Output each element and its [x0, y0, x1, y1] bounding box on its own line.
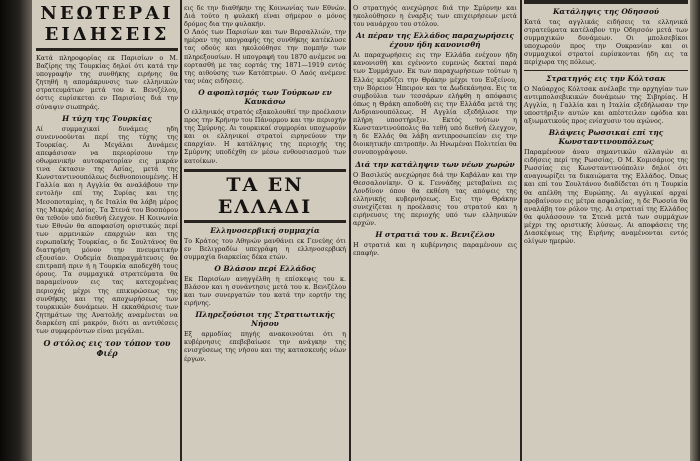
heading-vlason: Ο Βλάσον περί Ελλάδος — [214, 263, 316, 273]
heading-turkey: Η τύχη της Τουρκίας — [62, 113, 152, 123]
section-rule-bottom — [184, 220, 346, 223]
alliance-paragraph: Το Κράτος του Αθηνών μανθάνει εκ Γενεύης ότι εν Βελιγραδίω υπεγράφη η ελληνοσερβική συμμαχία διαρκείας δέκα ετών. — [184, 236, 346, 261]
concessions-paragraph: Αι παραχωρήσεις εις την Ελλάδα ενέχουν ήδη κανονισθή και εγένοντο ευμενώς δεκταί παρά των Συμμάχων. Εκ των παραχωρήσεων τούτων η Ελλάς κερδίζει την Θράκην μέχρι του Ευξείνου, την Βόρειον Ήπειρον και τα Δωδεκάνησα. Εις τα συμβούλια των τεσσάρων ελήφθη η απόφασις όπως η Θράκη αποδοθή εις την Ελλάδα μετά της Ανδριανουπόλεως. Η Αγγλία εξεδήλωσε την πλήρη υποστήριξιν. Εκτός τούτων η Κωνσταντινούπολις θα τεθή υπό διεθνή έλεγχον, η δε Ελλάς θα λάβη αντιπροσωπείαν εις την διοικητικήν επιτροπήν. Αι Ηνωμέναι Πολιτείαι θα συνυπογράψουν. — [353, 51, 517, 157]
disarmament-paragraph: Ο ελληνικός στρατός εξακολουθεί την προέλασιν προς την Κρήνην του Πάνορμου και την περιοχήν της Σμύρνης. Αι τουρκικαί συμμορίαι υποχωρούν και οι ελληνικοί στρατοί ειρηνεύουν την επαρχίαν. Η κατάληψις της περιοχής της Σμύρνης υποδέχθη εν μέσω ενθουσιασμού των κατοίκων. — [184, 107, 346, 165]
column-2 — [184, 0, 346, 461]
scan-shadow-right — [690, 0, 700, 461]
col4-top-rule — [524, 0, 688, 4]
section-rule-top — [184, 169, 346, 172]
vlason-paragraph: Εκ Παρισίων ανηγγέλθη η επίσκεψις του κ. Βλάσον και η συνάντησις μετά του κ. Βενιζέλου και των συνεργατών του κατά την εορτήν της ειρήνης. — [184, 274, 346, 308]
heading-russia: Βλάψεις Ρωσσικαί επί της Κωνσταντινουπόλεως — [548, 128, 664, 147]
heading-army: Η στρατιά του κ. Βενιζέλου — [375, 230, 495, 240]
column-3 — [353, 0, 517, 461]
col3-top-paragraph: Ο στρατηγός ανεχώρησε διά την Σμύρνην και ηκολούθησεν η έναρξις των επιχειρήσεων μετά του ναυάρχου του στόλου. — [353, 4, 517, 29]
column-4 — [524, 0, 688, 461]
heading-kolchak: Στρατηγός εις την Κόλτσακ — [546, 73, 666, 83]
heading-concessions: Αι πέραν της Ελλάδος παραχωρήσεις έχουν ήδη κανονισθή — [355, 31, 515, 50]
heading-odessa: Κατάληψις της Οδησσού — [552, 7, 660, 16]
scan-shadow-left — [0, 0, 32, 461]
army-paragraph: Η στρατιά και η κυβέρνησις παραμένουν εις επαφήν. — [353, 241, 517, 258]
intro-paragraph: Κατά πληροφορίας εκ Παρισίων ο Μ. Βαζίρης της Τουρκίας δηλοί ότι κατά την υπογραφήν της συνθήκης ειρήνης θα ζητηθή η απομάκρυνσις των ελληνικών στρατευμάτων μετά του κ. Βενιζέλου, όστις ευρίσκεται εν Παρισίοις διά την σύναψιν σιωπηράς. — [36, 54, 178, 111]
turkey-paragraph: Αί συμμαχικαί δυνάμεις ηδη συνεννοούνται περί της τύχης της Τουρκίας. Αι Μεγάλαι Δυνάμεις απεφάσισαν να περιορίσουν την οθωμανικήν αυτοκρατορίαν εις μικράν τινα έκτασιν της Ασίας, μετά της Κωνσταντινουπόλεως διεθνοποιουμένης. Η Γαλλία και η Αγγλία θα αναλάβουν την εντολήν επί της Συρίας και της Μεσοποταμίας, η δε Ιταλία θα λάβη μέρος της Μικράς Ασίας. Τα Στενά του Βοσπόρου θα τεθούν υπό διεθνή έλεγχον. Η Κοινωνία των Εθνών θα αποφασίση οριστικώς περί των αρμενικών επαρχιών και της ευρωπαϊκής Τουρκίας, ο δε Σουλτάνος θα διατηρήση μόνον την πνευματικήν εξουσίαν. Ουδεμία διαπραγμάτευσις θα επιτραπή πριν ή η Τουρκία αποδεχθή τους όρους. Τα συμμαχικά στρατεύματα θα παραμείνουν εις τας κατεχομένας περιοχάς μέχρι της επικυρώσεως της συνθήκης και της αποχωρήσεως των τουρκικών δυνάμεων. Η εκκαθάρισις των ζητημάτων της Ανατολής αναμένεται να διαρκέση επί μακρόν, διότι αι αντιθέσεις των συμφερόντων είναι μεγάλαι. — [36, 124, 178, 335]
heading-fleet: Ο στόλος εις τον τόπον του Φιέρ — [43, 338, 171, 359]
section-heading-greece: ΤΑ ΕΝ ΕΛΛΑΔΙ — [217, 173, 313, 218]
odessa-paragraph: Κατά τας αγγλικάς ειδήσεις τα ελληνικά στρατεύματα κατέλαβον την Οδησσόν μετά των συμμαχικών δυνάμεων. Οι μπολσεβίκοι υποχωρούν προς την Ουκρανίαν και οι συμμαχικοί στρατοί ευρίσκονται ήδη εις τα περίχωρα της πόλεως. — [524, 18, 688, 67]
heading-disarmament: Ο αφοπλισμός των Τούρκων εν Καυκάσω — [198, 87, 332, 106]
plenipotentiaries-paragraph: Εξ αρμοδίας πηγής ανακοινούται ότι η κυβέρνησις επεβεβαίωσε την ανάγκην της ενισχύσεως της νήσου και της κατασκευής νέων έργων. — [184, 330, 346, 363]
col2-lead-text: εις δε την διαθήκην της Κοινωνίας των Εθνών. Διά τούτο η φυλακή είναι σήμερον ο μόνος δρόμος δια την φυλακήν. — [184, 4, 346, 29]
kolchak-paragraph: Ο Ναύαρχος Κόλτσακ ανέλαβε την αρχηγίαν των αντιμπολσεβικικών δυνάμεων της Σιβηρίας. Η Αγγλία, η Γαλλία και η Ιταλία εξεδήλωσαν την υποστήριξιν αυτών και απέστειλαν εφόδια και αξιωματικούς προς ενίσχυσιν του αγώνος. — [524, 84, 688, 125]
column-rule — [520, 0, 522, 461]
heading-alliance: Ελληνοσερβική συμμαχία — [210, 225, 320, 235]
column-1 — [36, 0, 178, 461]
russia-paragraph: Παραμένουν άναυ σημαντικών αλλαγών αι ειδήσεις περί της Ρωσσίας. Ο Μ. Κομισάριος της Ρωσσίας εις Κωνσταντινούπολιν δηλοί ότι αναγνωρίζει τα δικαιώματα της Ελλάδος. Όπως και επί του Σουλτάνου διαδίδεται ότι η Τουρκία θα απέλθη της Ευρώπης. Αι αγγλικαί αρχαί προβαίνουν εις μέτρα ασφαλείας, η δε Ρωσσία θα αναλάβη τον ρόλον της. Αι στρατιαί της Ελλάδος θα φυλάσσουν τα Στενά μετά των συμμάχων μέχρι της οριστικής λύσεως. Αι αποφάσεις της Διασκέψεως της Ειρήνης αναμένονται εντός ολίγων ημερών. — [524, 148, 688, 246]
heading-occupation: Διά την κατάληψιν των νέων χωρών — [355, 159, 515, 169]
column-rule — [349, 0, 351, 461]
masthead-heading: ΝΕΩΤΕΡΑΙ ΕΙΔΗΣΕΙΣ — [40, 3, 174, 45]
masthead-rule — [36, 48, 178, 51]
col2-top-paragraph: Ο Λαός των Παρισίων και των Βερσαλλιών, την ημέραν της υπογραφής της συνθήκης κατέκλυσε τας οδούς και ηκολούθησε την πομπήν των πληρεξουσίων. Η υπογραφή του 1870 ανέμενε να εορτασθή με τας εορτάς της 1871—1919 εντός της αιθούσης των Κατόπτρων. Ο Λαός ανέμενε τας νέας ειδήσεις. — [184, 28, 346, 85]
col4-rule — [524, 70, 688, 71]
heading-plenipotentiaries: Πληρεξούσιοι της Στρατιωτικής Νήσου — [195, 310, 335, 329]
column-rule — [180, 0, 182, 461]
occupation-paragraph: Ο Βασιλεύς ανεχώρησε διά την Καβάλαν και την Θεσσαλονίκην. Ο κ. Γεννάδης μεταβαίνει εις Λονδίνον όπου θα εκθέση τας απόψεις της ελληνικής κυβερνήσεως. Εις την Θράκην συνεχίζεται η προέλασις του στρατού και η ειρήνευσις της περιοχής υπό των ελληνικών αρχών. — [353, 170, 517, 228]
